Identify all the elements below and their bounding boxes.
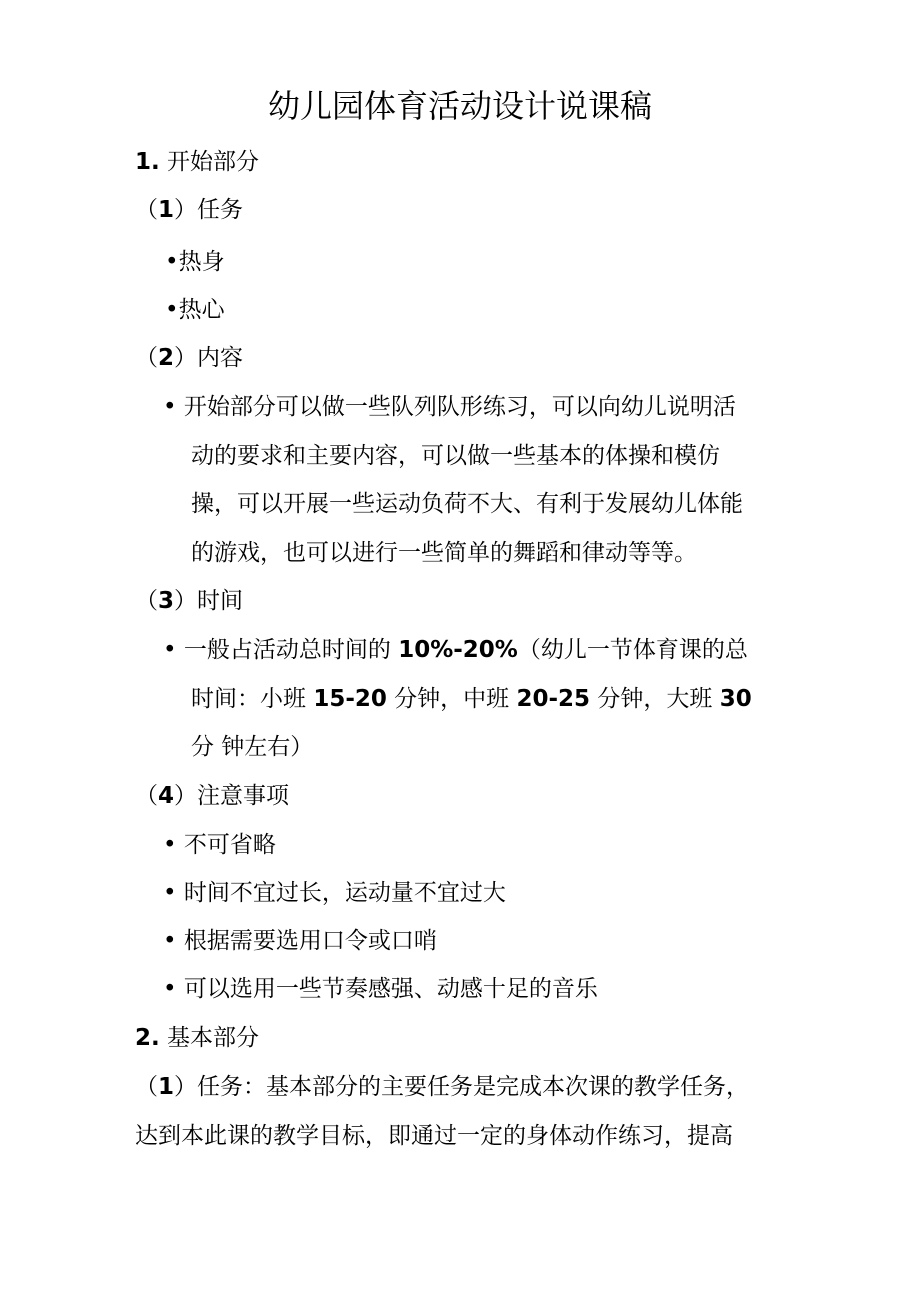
section-number: 2. [135, 1025, 160, 1051]
list-item: • 可以选用一些节奏感强、动感十足的音乐 [163, 976, 598, 1002]
subsection-heading-notes: （4）注意事项 [135, 783, 290, 809]
paragraph-line: 动的要求和主要内容，可以做一些基本的体操和模仿 [191, 443, 720, 469]
paragraph-line: 操，可以开展一些运动负荷不大、有利于发展幼儿体能 [191, 491, 743, 517]
list-item: •热身 [165, 249, 225, 275]
paragraph-line: 的游戏，也可以进行一些简单的舞蹈和律动等等。 [191, 540, 697, 566]
paragraph-line: • 开始部分可以做一些队列队形练习，可以向幼儿说明活 [163, 394, 736, 420]
subsection-heading-time: （3）时间 [135, 588, 244, 614]
paragraph-line: 达到本此课的教学目标，即通过一定的身体动作练习，提高 [135, 1123, 733, 1149]
section-number: 1. [135, 149, 160, 175]
paragraph-line: 时间：小班 15-20 分钟，中班 20-25 分钟，大班 30 [191, 686, 752, 712]
subsection-heading-content: （2）内容 [135, 345, 244, 371]
section-heading-start [135, 146, 259, 178]
list-item: • 时间不宜过长，运动量不宜过大 [163, 880, 506, 906]
subsection-heading-task: （1）任务 [135, 197, 244, 223]
list-item: •热心 [165, 297, 225, 323]
paragraph-line: • 一般占活动总时间的 10%-20%（幼儿一节体育课的总 [163, 637, 748, 663]
document-title: 幼儿园体育活动设计说课稿 [267, 87, 652, 125]
section-title: 基本部分 [159, 1025, 260, 1051]
paragraph-line: （1）任务：基本部分的主要任务是完成本次课的教学任务， [135, 1074, 750, 1100]
list-item: • 不可省略 [163, 832, 276, 858]
paragraph-line: 分 钟左右） [191, 734, 314, 760]
section-title: 开始部分 [159, 149, 260, 175]
list-item: • 根据需要选用口令或口哨 [163, 928, 437, 954]
section-heading-basic [135, 1022, 259, 1054]
